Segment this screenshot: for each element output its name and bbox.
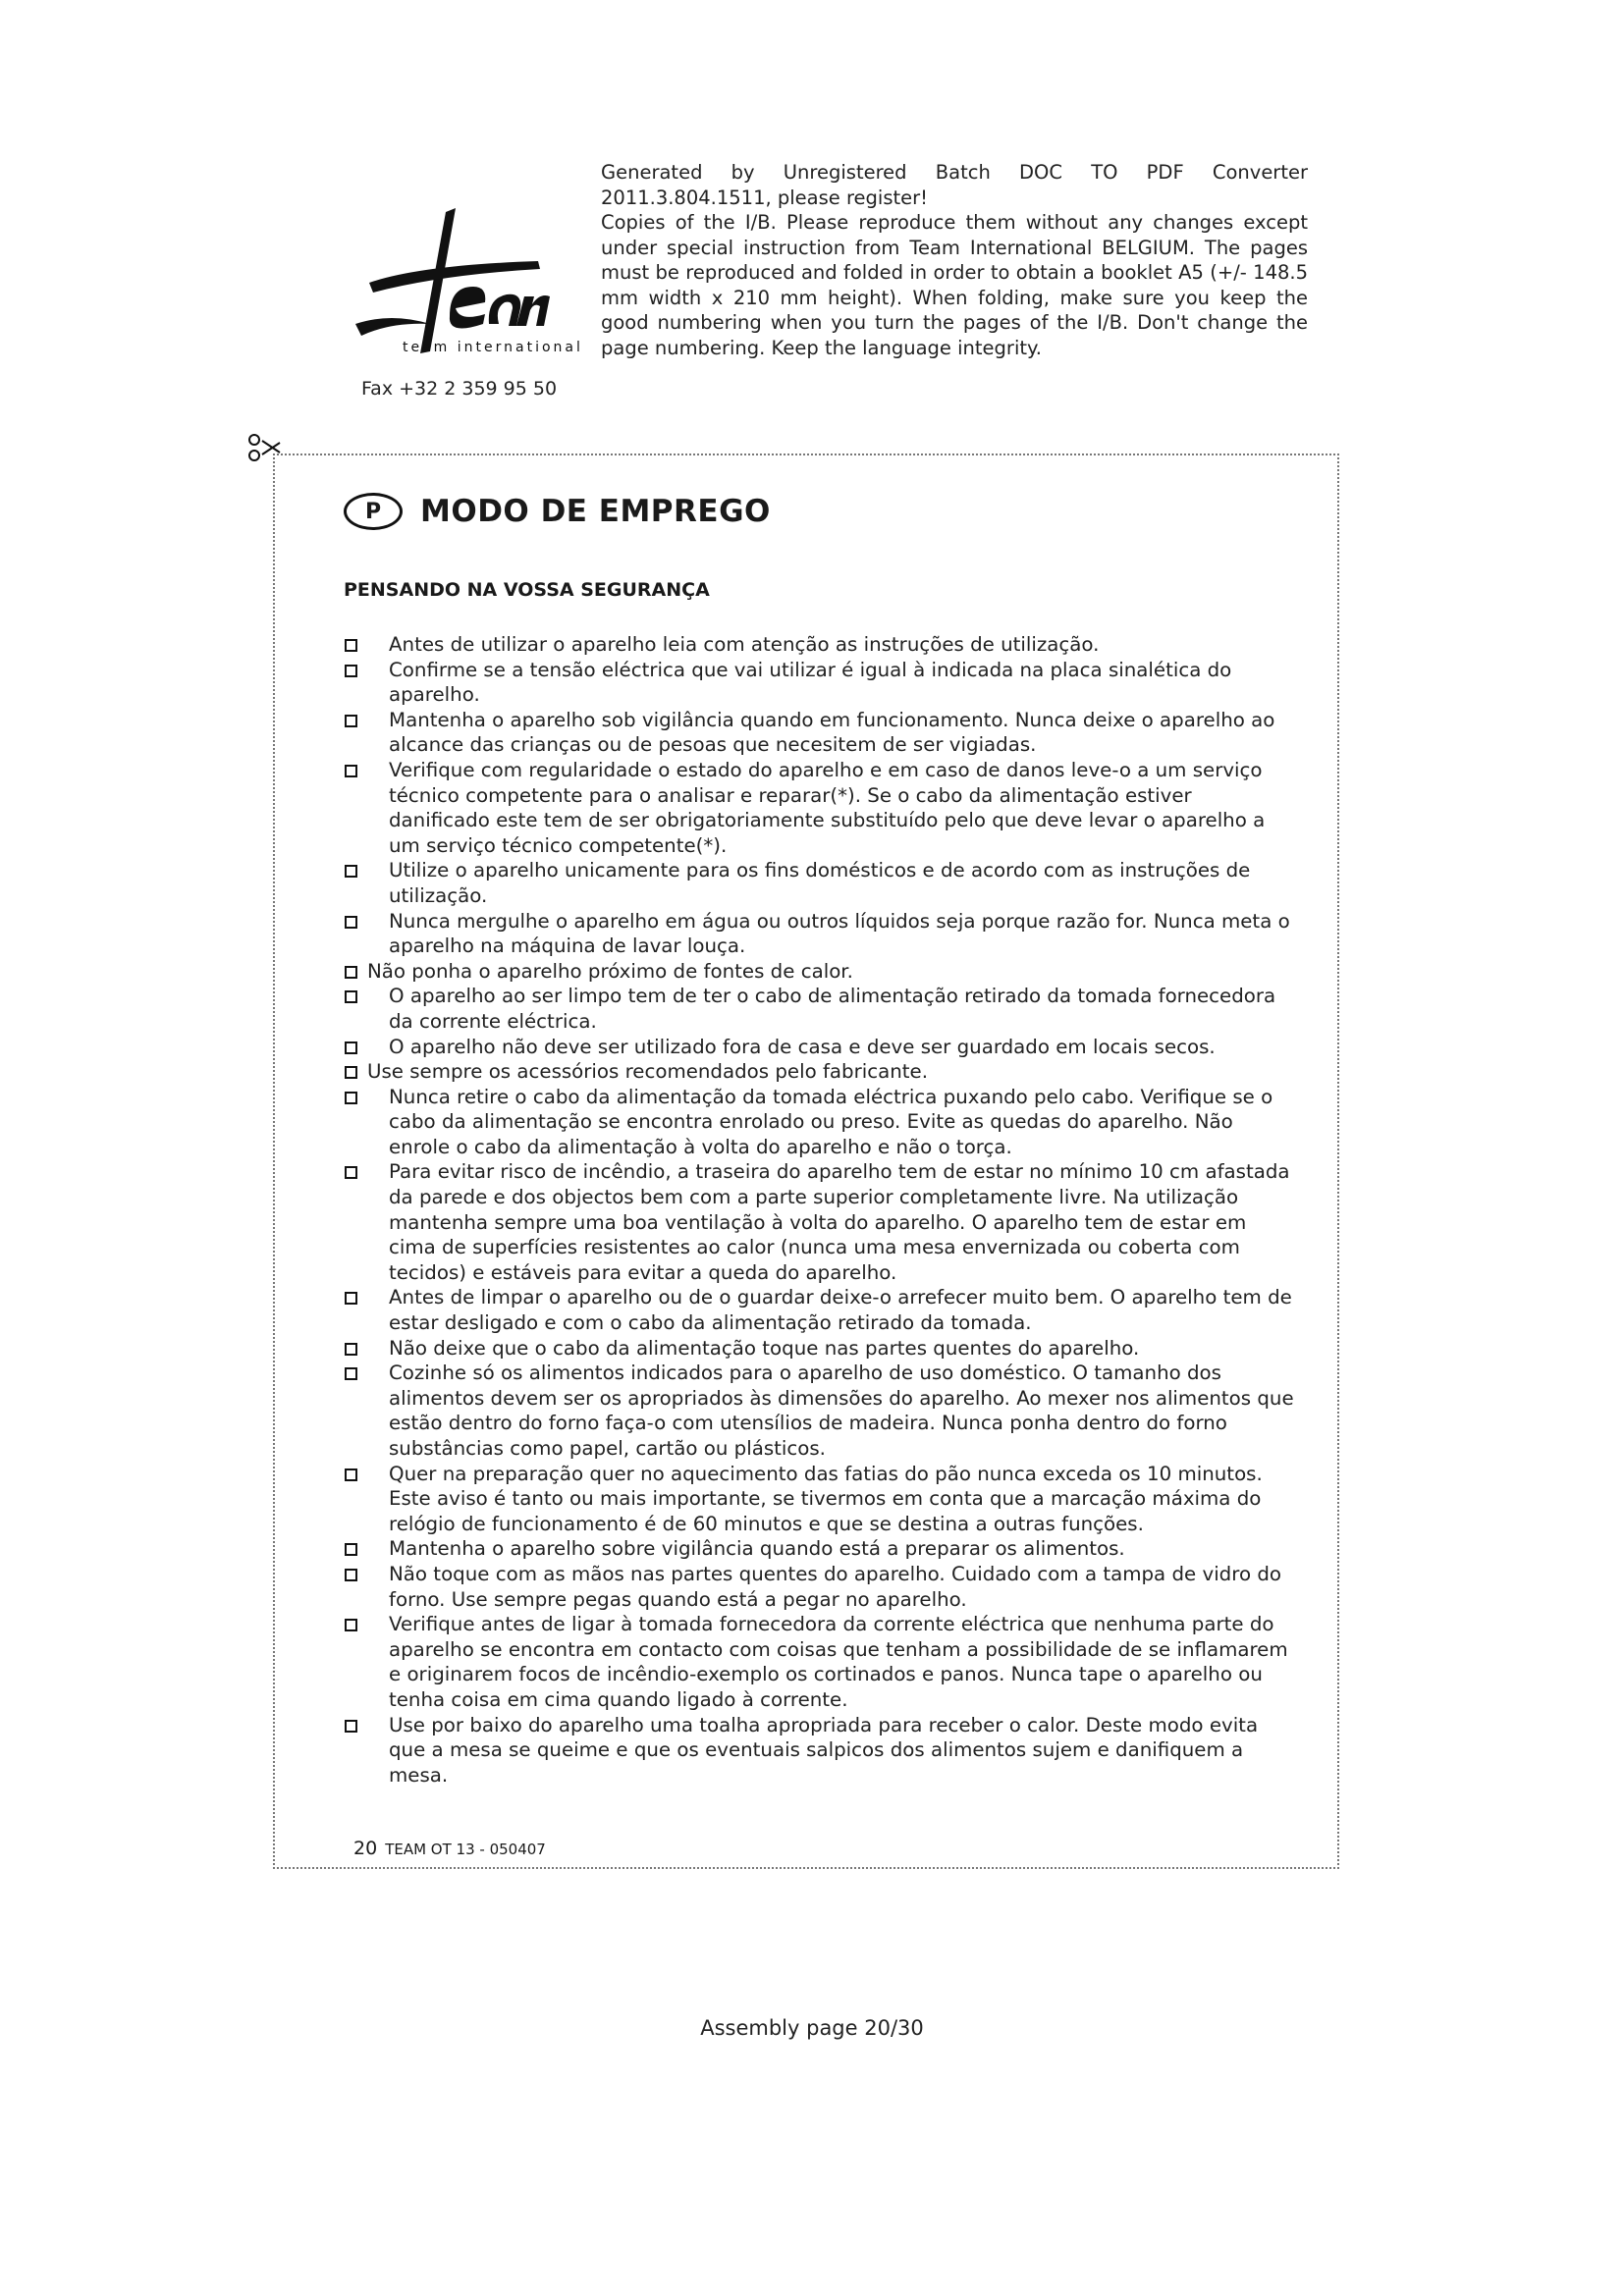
checkbox-bullet-icon <box>345 1543 357 1556</box>
list-item <box>344 658 1296 708</box>
checkbox-bullet-icon <box>345 1292 357 1305</box>
safety-subtitle: PENSANDO NA VOSSA SEGURANÇA <box>344 579 710 601</box>
checkbox-bullet-icon <box>345 1468 357 1481</box>
checkbox-bullet-icon <box>345 765 357 777</box>
list-item-text: Mantenha o aparelho sob vigilância quando em funcionamento. Nunca deixe o aparelho ao alcance das crianças ou de pesoas que necesitem de ser vigiadas. <box>389 708 1275 757</box>
fax-number: Fax +32 2 359 95 50 <box>361 378 558 400</box>
checkbox-bullet-icon <box>345 966 357 979</box>
checkbox-bullet-icon <box>345 1092 357 1104</box>
list-item-text: O aparelho não deve ser utilizado fora de casa e deve ser guardado em locais secos. <box>389 1035 1216 1058</box>
list-item <box>344 1462 1296 1537</box>
list-item-text: Use por baixo do aparelho uma toalha apropriada para receber o calor. Deste modo evita que a mesa se queime e que os eventuais salpicos dos alimentos sujem e danifiquem a mesa. <box>389 1713 1259 1787</box>
assembly-page-label: Assembly page 20/30 <box>700 2016 924 2040</box>
list-item-text: Verifique antes de ligar à tomada fornecedora da corrente eléctrica que nenhuma parte do aparelho se encontra em contacto com coisas que tenham a possibilidade de se inflamarem e originarem focos de incêndio-exemplo os cortinados e panos. Nunca tape o aparelho ou tenha coisa em cima quando ligado à corrente. <box>389 1613 1288 1711</box>
list-item <box>344 1562 1296 1612</box>
list-item <box>344 1285 1296 1335</box>
list-item <box>344 1085 1296 1160</box>
section-header <box>344 487 771 536</box>
list-item-text: Não deixe que o cabo da alimentação toque nas partes quentes do aparelho. <box>389 1336 1140 1360</box>
safety-instructions-list <box>344 632 1296 1788</box>
list-item-text: Utilize o aparelho unicamente para os fins domésticos e de acordo com as instruções de utilização. <box>389 859 1251 907</box>
list-item-text: Antes de limpar o aparelho ou de o guardar deixe-o arrefecer muito bem. O aparelho tem de estar desligado e com o cabo da alimentação retirado da tomada. <box>389 1286 1292 1335</box>
checkbox-bullet-icon <box>345 665 357 677</box>
checkbox-bullet-icon <box>345 639 357 652</box>
checkbox-bullet-icon <box>345 865 357 878</box>
checkbox-bullet-icon <box>345 1367 357 1380</box>
list-item <box>344 1536 1296 1562</box>
list-item-text: Antes de utilizar o aparelho leia com atenção as instruções de utilização. <box>389 633 1100 656</box>
list-item-text: Use sempre os acessórios recomendados pelo fabricante. <box>367 1060 928 1084</box>
checkbox-bullet-icon <box>345 1619 357 1631</box>
team-international-logo <box>352 206 583 363</box>
list-item <box>344 984 1296 1034</box>
page-footer <box>353 1838 546 1859</box>
page-number: 20 <box>353 1838 378 1859</box>
list-item-text: O aparelho ao ser limpo tem de ter o cabo de alimentação retirado da tomada fornecedora da corrente eléctrica. <box>389 985 1276 1033</box>
list-item-text: Nunca mergulhe o aparelho em água ou outros líquidos seja porque razão for. Nunca meta o aparelho na máquina de lavar louça. <box>389 909 1290 958</box>
checkbox-bullet-icon <box>345 1041 357 1054</box>
notice-line-copies: Copies of the I/B. Please reproduce them without any changes except under special instruction from Team International BELGIUM. The pages must be reproduced and folded in order to obtain a booklet A5 (+/- 148.5 mm width x 210 mm height). When folding, make sure you keep the good numbering when you turn the pages of the I/B. Don't change the page numbering. Keep the language integrity. <box>601 211 1308 359</box>
list-item <box>344 1336 1296 1362</box>
converter-notice <box>601 160 1308 360</box>
list-item <box>344 858 1296 908</box>
list-item <box>344 1059 1296 1085</box>
list-item-text: Não ponha o aparelho próximo de fontes de calor. <box>367 959 853 983</box>
list-item-text: Para evitar risco de incêndio, a traseira do aparelho tem de estar no mínimo 10 cm afastada da parede e dos objectos bem com a parte superior completamente livre. Na utilização mantenha sempre uma boa ventilação à volta do aparelho. O aparelho tem de estar em cima de superfícies resistentes ao calor (nunca uma mesa envernizada ou coberta com tecidos) e estáveis para evitar a queda do aparelho. <box>389 1160 1290 1284</box>
list-item <box>344 1713 1296 1789</box>
notice-line-generated: Generated by Unregistered Batch DOC TO PDF Converter 2011.3.804.1511, please register! <box>601 161 1308 209</box>
list-item <box>344 1361 1296 1461</box>
list-item-text: Quer na preparação quer no aquecimento das fatias do pão nunca exceda os 10 minutos. Este aviso é tanto ou mais importante, se tivermos em conta que a marcação máxima do relógio de funcionamento é de 60 minutos e que se destina a outras funções. <box>389 1462 1263 1535</box>
list-item <box>344 1159 1296 1285</box>
logo-wordmark: team international <box>403 340 583 355</box>
list-item <box>344 1035 1296 1060</box>
checkbox-bullet-icon <box>345 1343 357 1356</box>
model-reference: TEAM OT 13 - 050407 <box>385 1841 546 1858</box>
checkbox-bullet-icon <box>345 1720 357 1733</box>
list-item-text: Cozinhe só os alimentos indicados para o aparelho de uso doméstico. O tamanho dos alimentos devem ser os apropriados às dimensões do aparelho. Ao mexer nos alimentos que estão dentro do forno faça-o com utensílios de madeira. Nunca ponha dentro do forno substâncias como papel, cartão ou plásticos. <box>389 1362 1294 1460</box>
checkbox-bullet-icon <box>345 1066 357 1079</box>
list-item-text: Nunca retire o cabo da alimentação da tomada eléctrica puxando pelo cabo. Verifique se o cabo da alimentação se encontra enrolado ou preso. Evite as quedas do aparelho. Não enrole o cabo da alimentação à volta do aparelho e não o torça. <box>389 1085 1273 1158</box>
list-item-text: Não toque com as mãos nas partes quentes do aparelho. Cuidado com a tampa de vidro do forno. Use sempre pegas quando está a pegar no aparelho. <box>389 1562 1281 1611</box>
list-item <box>344 909 1296 959</box>
checkbox-bullet-icon <box>345 990 357 1003</box>
language-badge: P <box>344 493 403 530</box>
checkbox-bullet-icon <box>345 1166 357 1179</box>
checkbox-bullet-icon <box>345 715 357 727</box>
list-item-text: Mantenha o aparelho sobre vigilância quando está a preparar os alimentos. <box>389 1537 1125 1561</box>
list-item <box>344 708 1296 758</box>
list-item <box>344 758 1296 858</box>
checkbox-bullet-icon <box>345 1569 357 1581</box>
list-item-text: Confirme se a tensão eléctrica que vai utilizar é igual à indicada na placa sinalética do aparelho. <box>389 658 1232 707</box>
list-item <box>344 632 1296 658</box>
checkbox-bullet-icon <box>345 916 357 929</box>
list-item <box>344 1612 1296 1712</box>
section-title: MODO DE EMPREGO <box>420 494 771 529</box>
list-item-text: Verifique com regularidade o estado do aparelho e em caso de danos leve-o a um serviço técnico competente para o analisar e reparar(*). Se o cabo da alimentação estiver danificado este tem de ser obrigatoriamente substituído pelo que deve levar o aparelho a um serviço técnico competente(*). <box>389 758 1266 857</box>
list-item <box>344 959 1296 985</box>
